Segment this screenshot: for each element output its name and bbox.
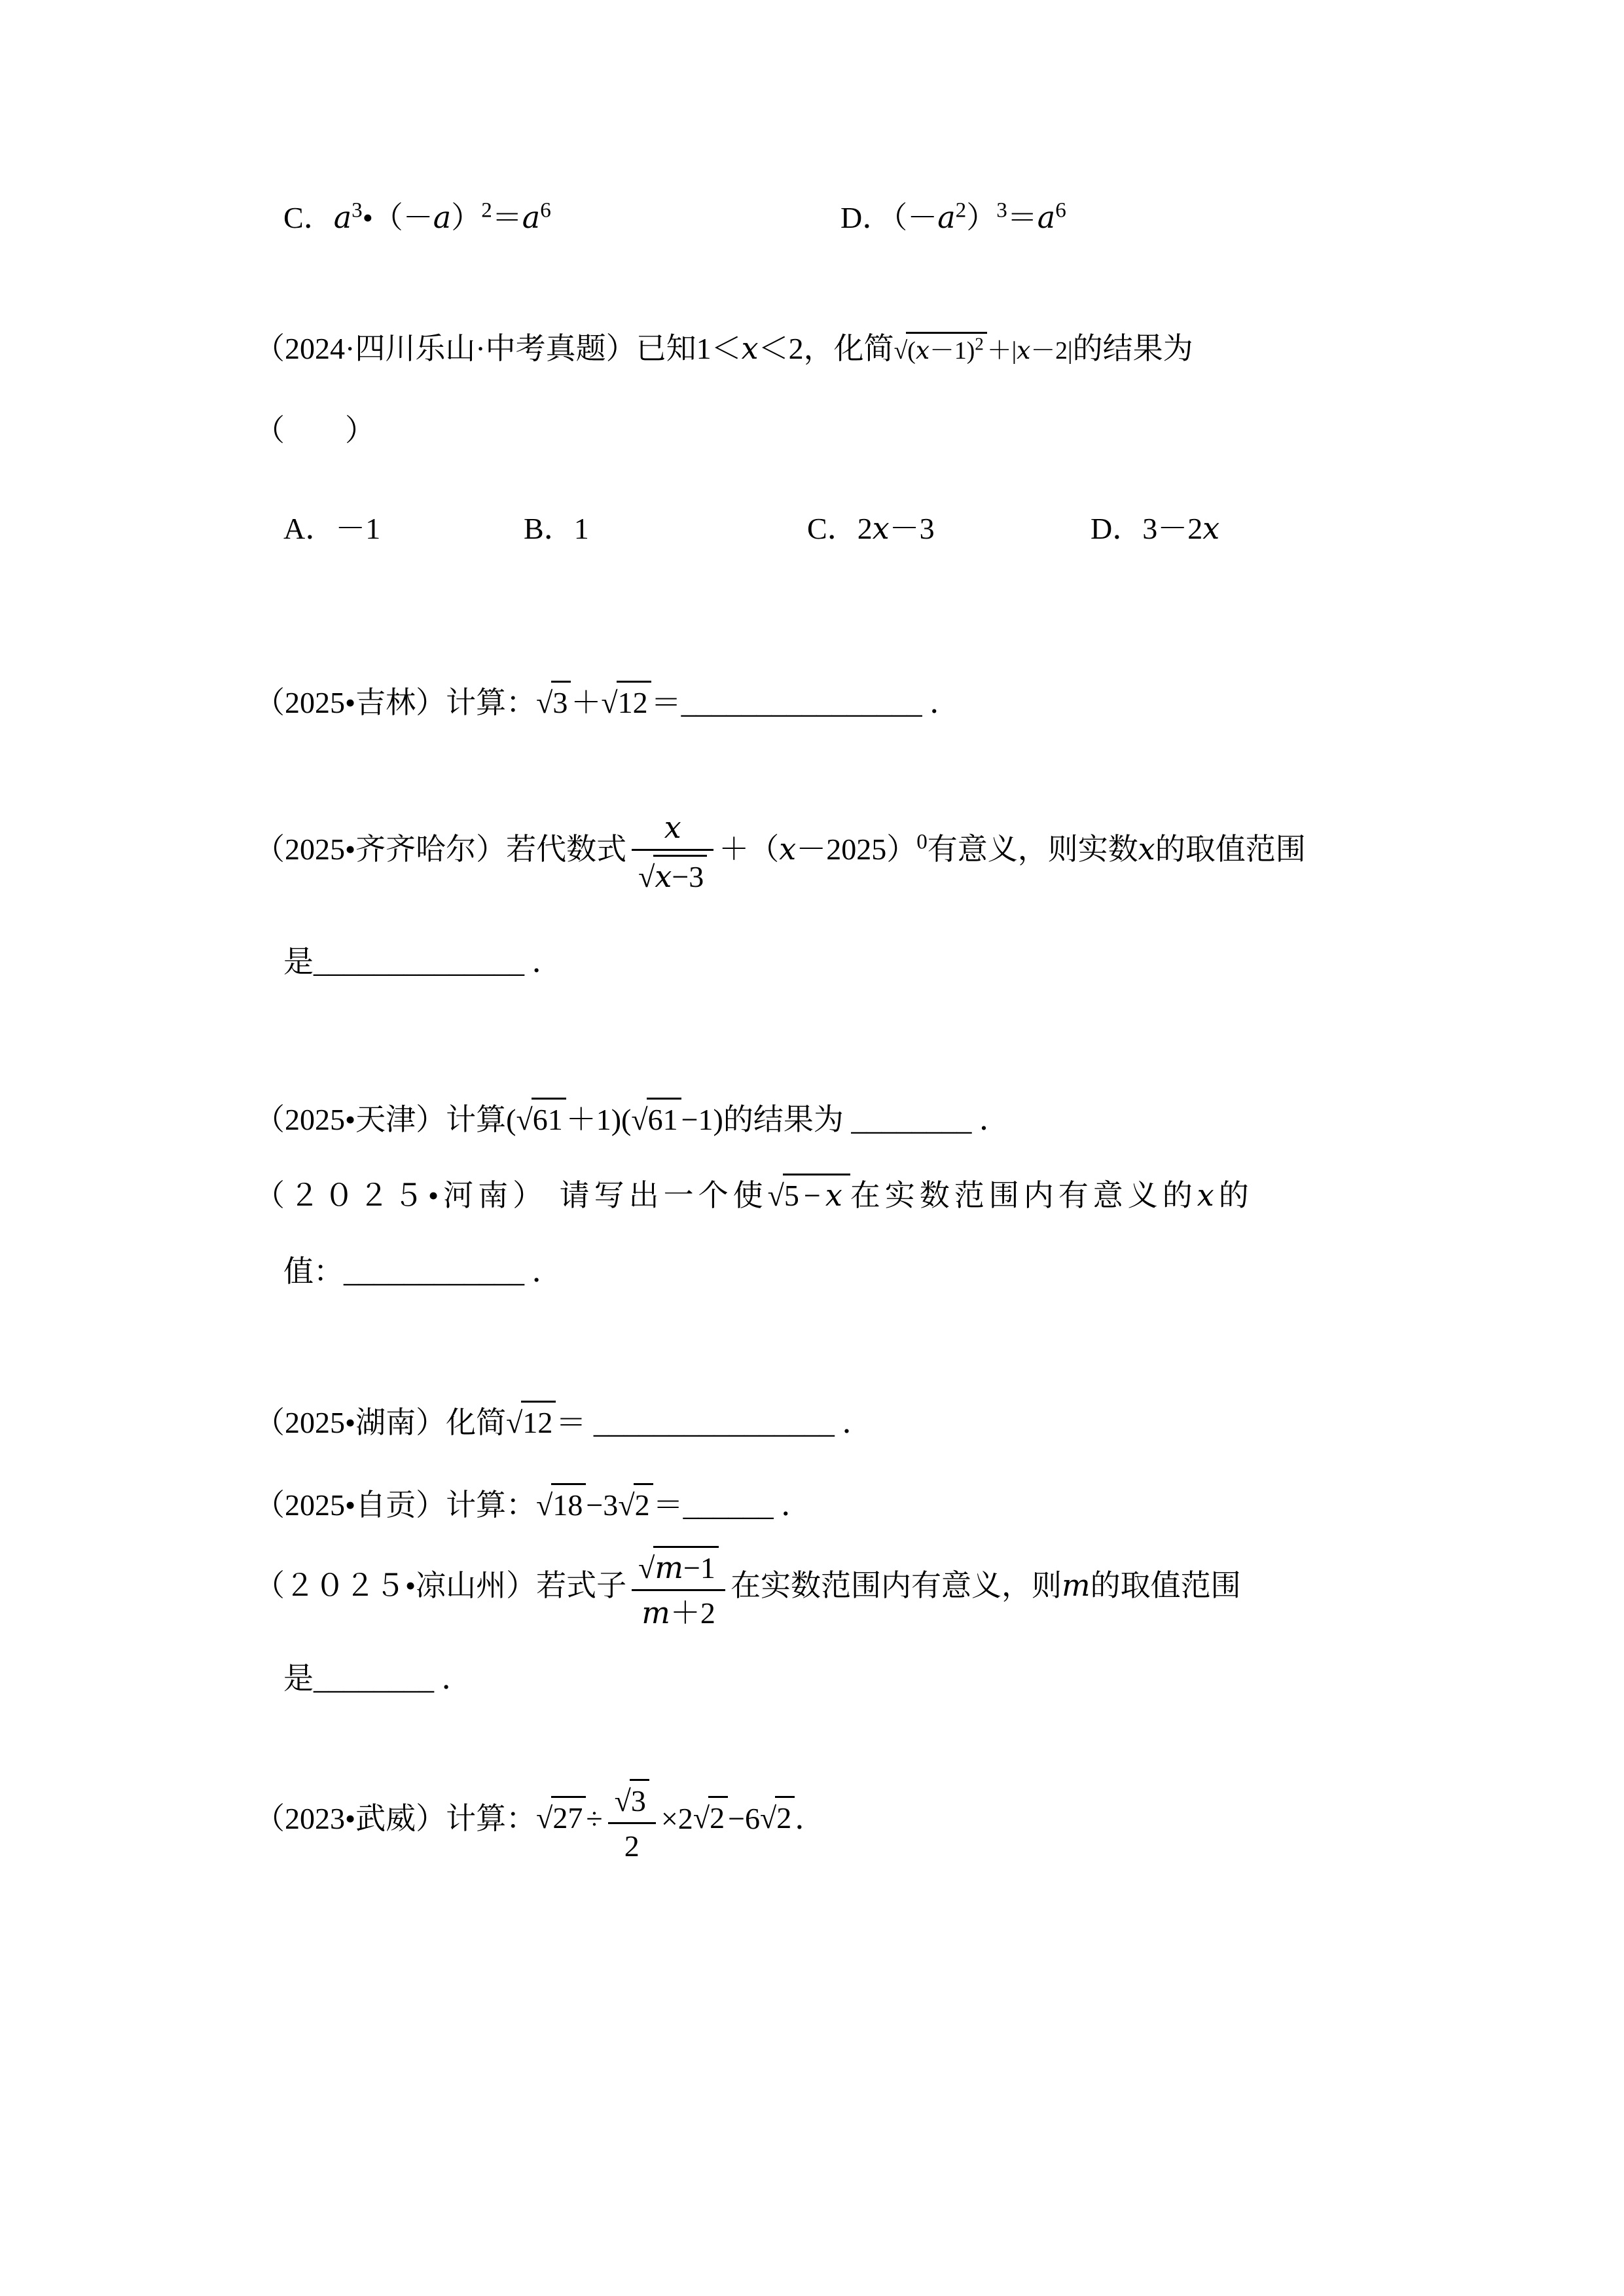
radical-sign: √ — [536, 686, 552, 720]
math-var-x: x — [779, 831, 797, 867]
problem-2025-tianjin — [255, 1098, 1428, 1138]
option-b-label: B． — [524, 512, 574, 546]
math-text: ＝ — [1007, 201, 1038, 234]
radicand: 61 — [532, 1098, 566, 1138]
math-var-m: m — [655, 1550, 683, 1586]
math-text: ＋2 — [670, 1596, 715, 1630]
math-var-x: x — [825, 1177, 847, 1213]
problem-2025-liangshan-stem — [255, 1546, 1428, 1631]
problem-text: 值： — [283, 1254, 344, 1288]
math-var-x: x — [915, 336, 930, 365]
math-text: ＝ — [651, 686, 681, 720]
math-text: ＋ — [986, 337, 1012, 365]
math-var-m: m — [641, 1595, 670, 1631]
math-text: ( — [907, 337, 916, 365]
radicand: 18 — [551, 1483, 586, 1523]
sqrt-expression — [638, 1551, 719, 1585]
answer-blank: ________________ — [681, 686, 922, 720]
period: ． — [979, 1103, 1009, 1137]
problem-source: （2025•天津）计算( — [255, 1103, 516, 1137]
sqrt-expression — [536, 1488, 586, 1522]
answer-blank: ____________ — [344, 1254, 524, 1288]
radical-sign: √ — [693, 1801, 709, 1835]
option-b — [524, 511, 589, 547]
math-text: 1＜ — [696, 332, 742, 365]
radical-sign: √ — [516, 1103, 532, 1137]
radical-sign: √ — [614, 1784, 630, 1818]
radical-sign: √ — [638, 1551, 654, 1585]
math-text: ） — [966, 201, 997, 234]
exponent: 3 — [352, 198, 363, 223]
problem-source: （2024·四川乐山·中考真题）已知 — [255, 332, 696, 365]
math-text: （－ — [892, 201, 938, 234]
problem-source: （2025•自贡）计算： — [255, 1488, 537, 1522]
problem-source: （2023•武威）计算： — [255, 1801, 537, 1835]
math-text: 3－2 — [1142, 512, 1203, 546]
problem-text: 在实数范围内有意义的 — [850, 1179, 1197, 1213]
radical-sign: √ — [618, 1488, 634, 1522]
problem-text: 在实数范围内有意义，则 — [730, 1568, 1062, 1602]
math-text: ＋ — [571, 686, 602, 720]
answer-blank: ________________ — [593, 1405, 835, 1439]
option-a-label: A． — [283, 512, 336, 546]
sqrt-expression — [506, 1406, 556, 1439]
sqrt-expression — [615, 1784, 649, 1818]
problem-2025-qiqihar-stem — [255, 810, 1428, 895]
exponent: 6 — [540, 198, 551, 223]
problem-2025-liangshan-answer-line — [283, 1660, 1428, 1696]
exponent: 6 — [1055, 198, 1066, 223]
problem-text: 化简 — [833, 332, 894, 365]
math-text: ＝ — [556, 1405, 594, 1439]
radicand: 3 — [551, 681, 571, 721]
problem-2025-zigong — [255, 1483, 1428, 1523]
denominator: 2 — [624, 1829, 640, 1863]
radical-sign: √ — [506, 1405, 522, 1439]
options-row-abcd — [255, 511, 1428, 560]
period: ． — [781, 1488, 812, 1522]
problem-source: （２０２５•河南） 请写出一个使 — [255, 1179, 768, 1213]
sqrt-expression — [601, 686, 651, 719]
radical-sign: √ — [601, 686, 617, 720]
option-d — [840, 200, 1066, 236]
problem-source: （２０２５•凉山州）若式子 — [255, 1568, 627, 1602]
sqrt-expression — [760, 1801, 795, 1835]
problem-text: 的取值范围 — [1090, 1568, 1241, 1602]
sqrt-expression — [631, 1103, 681, 1136]
options-row-cd — [255, 200, 1428, 252]
formula — [893, 334, 1073, 365]
exponent: 0 — [916, 829, 928, 853]
math-var-x: x — [872, 511, 890, 547]
math-var-a: a — [522, 200, 541, 235]
sqrt-expression — [536, 686, 571, 719]
math-text: －2| — [1030, 337, 1073, 365]
math-text: ＝ — [653, 1488, 683, 1522]
math-text: ） — [451, 201, 482, 234]
radical-sign: √ — [536, 1801, 552, 1835]
problem-text: 有意义，则实数 — [927, 832, 1138, 866]
math-text: ＋（ — [719, 832, 780, 866]
math-var-a: a — [333, 200, 352, 235]
math-text: 2 — [857, 512, 873, 546]
option-d-label: D． — [840, 201, 893, 234]
math-text: －2025） — [796, 832, 917, 866]
sqrt-expression — [693, 1801, 728, 1835]
math-var-x: x — [1202, 511, 1220, 547]
math-text: −1 — [683, 1551, 715, 1585]
period: ． — [929, 686, 960, 720]
radicand: 27 — [551, 1796, 586, 1836]
problem-2025-qiqihar-answer-line — [283, 944, 1428, 980]
answer-parentheses — [255, 412, 1428, 448]
math-var-x: x — [1138, 831, 1155, 867]
period: ． — [842, 1405, 873, 1439]
math-text: −3 — [586, 1488, 619, 1522]
math-text: 5− — [784, 1179, 825, 1213]
problem-2025-jilin — [255, 681, 1428, 721]
math-text: ×2 — [660, 1801, 693, 1835]
math-var-a: a — [937, 200, 956, 235]
math-text: 1 — [573, 512, 589, 546]
exponent: 2 — [975, 334, 984, 354]
option-d-label: D． — [1091, 512, 1143, 546]
math-var-a: a — [433, 200, 452, 235]
math-var-x: x — [664, 809, 681, 845]
problem-2025-henan-stem — [255, 1174, 1428, 1213]
sqrt-expression — [536, 1801, 586, 1835]
math-text: ÷ — [586, 1801, 603, 1835]
problem-source: （2025•吉林）计算： — [255, 686, 537, 720]
math-text: −1) — [681, 1103, 723, 1137]
math-text: −3 — [672, 859, 704, 893]
math-var-x: x — [741, 331, 759, 366]
period: ． — [532, 944, 562, 978]
fraction — [632, 810, 713, 895]
fraction — [608, 1779, 656, 1864]
exponent: 2 — [955, 198, 967, 223]
radical-sign: √ — [760, 1801, 776, 1835]
period: ． — [441, 1662, 472, 1696]
math-text: ＋1)( — [566, 1103, 632, 1137]
problem-text: 的结果为 — [1072, 332, 1193, 365]
problem-2025-hunan — [255, 1401, 1428, 1441]
sqrt-expression — [768, 1179, 850, 1212]
option-c-label: C． — [807, 512, 857, 546]
math-var-x: x — [1197, 1177, 1219, 1213]
radical-sign: √ — [893, 337, 907, 365]
problem-2023-wuwei — [255, 1779, 1428, 1864]
answer-blank: ________ — [851, 1103, 972, 1137]
radical-sign: √ — [638, 859, 654, 893]
sqrt-expression — [893, 334, 987, 365]
problem-text: 的 — [1218, 1179, 1254, 1213]
math-var-a: a — [1037, 200, 1056, 235]
math-text: －3 — [889, 512, 935, 546]
radical-sign: √ — [536, 1488, 552, 1522]
problem-source: （2025•齐齐哈尔）若代数式 — [255, 832, 627, 866]
math-var-x: x — [1017, 336, 1031, 365]
problem-text: 的结果为 — [723, 1103, 852, 1137]
option-c-label: C． — [283, 201, 334, 234]
problem-text: 的取值范围 — [1155, 832, 1306, 866]
radicand: 3 — [630, 1779, 649, 1819]
radicand: 2 — [708, 1796, 728, 1836]
math-var-x: x — [655, 858, 672, 894]
period: ． — [795, 1801, 825, 1835]
math-text: －1) — [929, 337, 975, 365]
option-d — [1091, 511, 1219, 547]
math-var-m: m — [1061, 1567, 1091, 1603]
period: ． — [532, 1254, 562, 1288]
radicand: 2 — [775, 1796, 795, 1836]
problem-text: 是 — [283, 944, 314, 978]
answer-blank: ________ — [314, 1662, 434, 1696]
sqrt-expression — [638, 860, 707, 893]
math-text: | — [1011, 337, 1017, 365]
math-text: •（－ — [362, 201, 433, 234]
radicand: 12 — [617, 681, 651, 721]
exponent: 2 — [481, 198, 492, 223]
parens: （ ） — [255, 414, 375, 448]
sqrt-expression — [516, 1103, 566, 1136]
answer-blank: ______ — [683, 1488, 774, 1522]
answer-blank: ______________ — [314, 944, 524, 978]
math-text: ＝ — [492, 201, 522, 234]
radical-sign: √ — [767, 1179, 783, 1213]
fraction — [632, 1546, 725, 1631]
problem-2025-henan-answer-line — [283, 1253, 1428, 1289]
option-c — [283, 200, 551, 236]
radicand: 2 — [634, 1483, 653, 1523]
math-text: －1 — [335, 512, 381, 546]
math-text: ＜2， — [758, 332, 834, 365]
option-a — [283, 511, 380, 547]
math-text: −6 — [728, 1801, 761, 1835]
exponent: 3 — [996, 198, 1007, 223]
option-c — [807, 511, 935, 547]
radicand: 61 — [647, 1098, 681, 1138]
problem-text: 是 — [283, 1662, 314, 1696]
sqrt-expression — [618, 1488, 653, 1522]
radical-sign: √ — [631, 1103, 647, 1137]
problem-2024-leshan-stem — [255, 331, 1428, 367]
radicand: 12 — [521, 1401, 556, 1441]
problem-source: （2025•湖南）化简 — [255, 1405, 507, 1439]
